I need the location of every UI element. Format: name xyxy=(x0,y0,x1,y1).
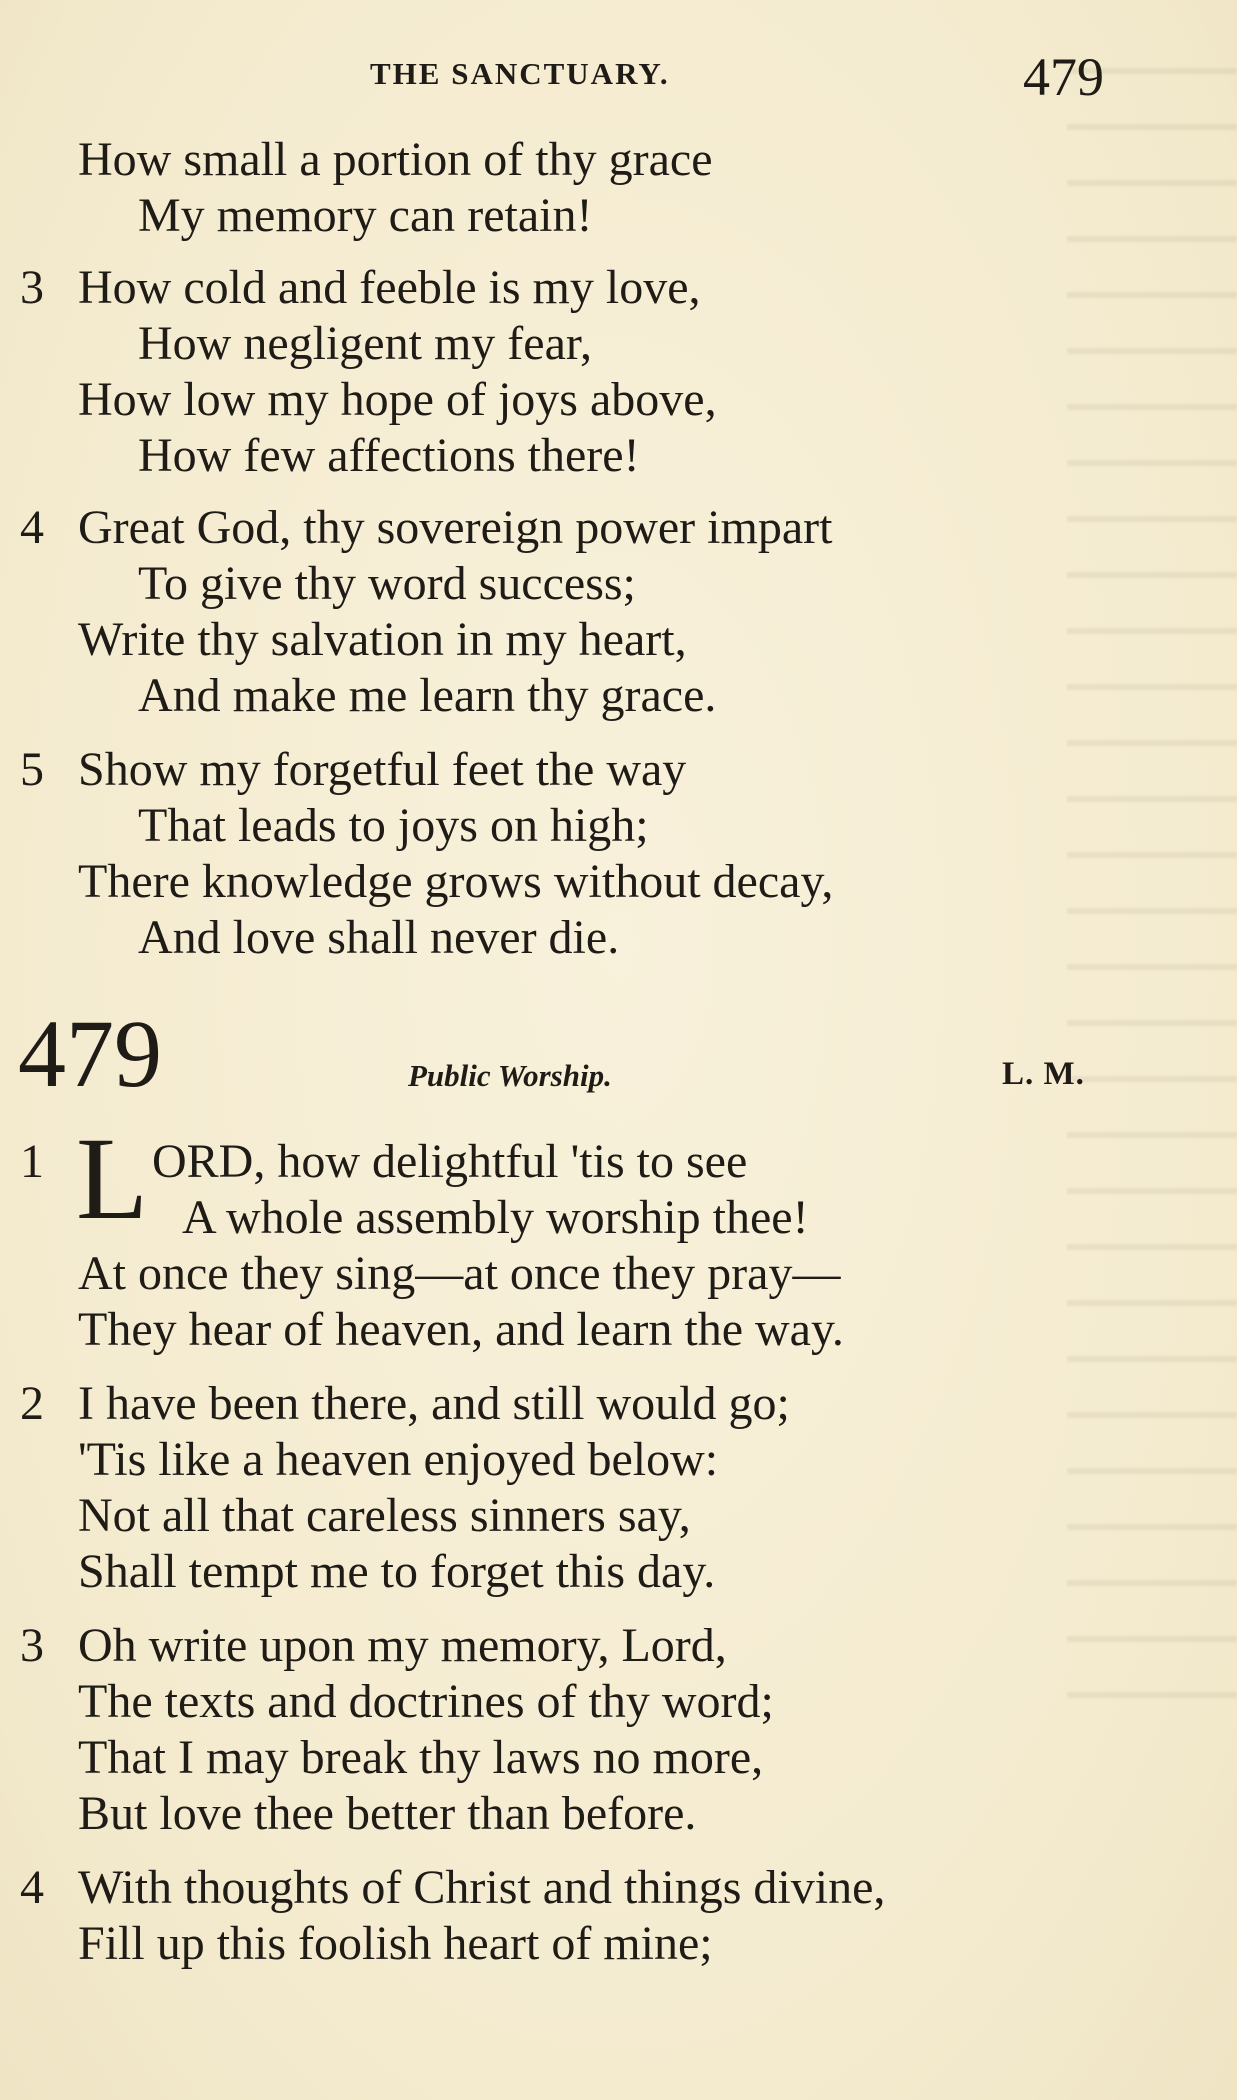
verse-number: 5 xyxy=(20,743,44,796)
verse-line: Oh write upon my memory, Lord, xyxy=(78,1619,727,1672)
verse-number: 3 xyxy=(20,1619,44,1672)
page-number: 479 xyxy=(1023,47,1104,107)
verse-line: At once they sing—at once they pray— xyxy=(78,1247,841,1300)
verse-line: Shall tempt me to forget this day. xyxy=(78,1545,716,1598)
verse-line: They hear of heaven, and learn the way. xyxy=(78,1303,844,1356)
verse-number: 3 xyxy=(20,261,44,314)
bleed-through-shadow xyxy=(1067,40,1237,1720)
hymn-title: Public Worship. xyxy=(408,1058,612,1093)
verse-line: To give thy word success; xyxy=(138,557,636,610)
verse-line: That leads to joys on high; xyxy=(138,799,649,852)
verse-line: Write thy salvation in my heart, xyxy=(78,613,687,666)
verse-line: How low my hope of joys above, xyxy=(78,373,717,426)
verse-number: 1 xyxy=(20,1135,44,1188)
verse-line: That I may break thy laws no more, xyxy=(78,1731,764,1784)
verse-line: There knowledge grows without decay, xyxy=(78,855,834,908)
verse-line: Not all that careless sinners say, xyxy=(78,1489,691,1542)
verse-line: But love thee better than before. xyxy=(78,1787,697,1840)
verse-line: How small a portion of thy grace xyxy=(78,133,713,186)
verse-number: 2 xyxy=(20,1377,44,1430)
verse-line: How few affections there! xyxy=(138,429,640,482)
verse-line: ORD, how delightful 'tis to see xyxy=(152,1135,748,1188)
verse-number: 4 xyxy=(20,1861,44,1914)
running-title: THE SANCTUARY. xyxy=(370,56,670,91)
verse-line: A whole assembly worship thee! xyxy=(182,1191,809,1244)
verse-line: Great God, thy sovereign power impart xyxy=(78,501,833,554)
verse-line: And love shall never die. xyxy=(138,911,620,964)
verse-line: I have been there, and still would go; xyxy=(78,1377,790,1430)
verse-line: And make me learn thy grace. xyxy=(138,669,717,722)
verse-line: Fill up this foolish heart of mine; xyxy=(78,1917,713,1970)
verse-line: How negligent my fear, xyxy=(138,317,592,370)
verse-line: The texts and doctrines of thy word; xyxy=(78,1675,774,1728)
verse-number: 4 xyxy=(20,501,44,554)
hymn-meter: L. M. xyxy=(1002,1056,1085,1092)
verse-line: Show my forgetful feet the way xyxy=(78,743,687,796)
verse-line: How cold and feeble is my love, xyxy=(78,261,701,314)
verse-line: With thoughts of Christ and things divine, xyxy=(78,1861,886,1914)
verse-line: My memory can retain! xyxy=(138,189,593,242)
verse-line: 'Tis like a heaven enjoyed below: xyxy=(78,1433,719,1486)
drop-cap: L xyxy=(76,1113,149,1244)
hymn-number: 479 xyxy=(18,1000,162,1107)
